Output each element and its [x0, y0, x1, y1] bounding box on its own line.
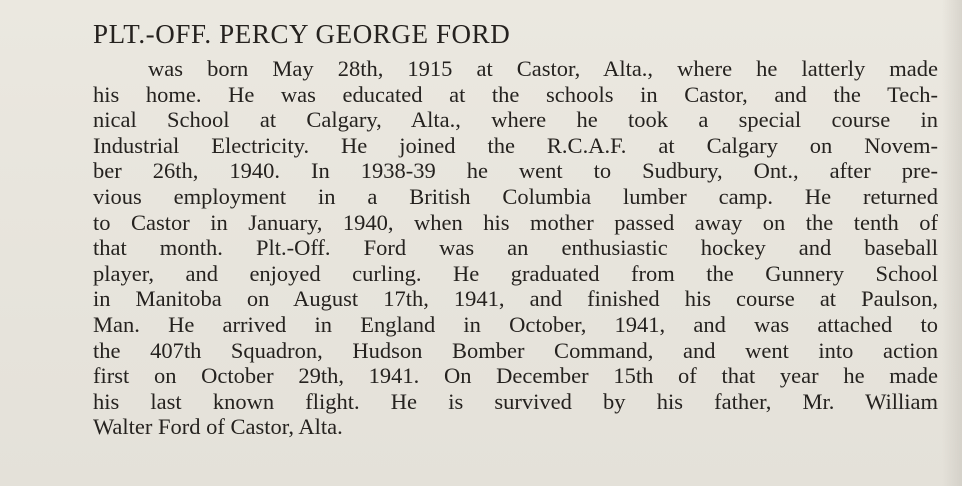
page-edge-shadow	[942, 0, 962, 486]
text-line: Industrial Electricity. He joined the R.C.A.F. at Calgary on Novem-	[93, 132, 938, 158]
text-line: that month. Plt.-Off. Ford was an enthusiastic hockey and baseball	[93, 235, 938, 261]
text-line: the 407th Squadron, Hudson Bomber Command, and went into action	[93, 337, 938, 363]
text-line: player, and enjoyed curling. He graduated from the Gunnery School	[93, 260, 938, 286]
text-line: nical School at Calgary, Alta., where he took a special course in	[93, 107, 938, 133]
biography-paragraph	[93, 56, 938, 440]
text-line: in Manitoba on August 17th, 1941, and finished his course at Paulson,	[93, 286, 938, 312]
text-line: first on October 29th, 1941. On December 15th of that year he made	[93, 363, 938, 389]
text-line: his home. He was educated at the schools in Castor, and the Tech-	[93, 81, 938, 107]
page-title: PLT.-OFF. PERCY GEORGE FORD	[93, 19, 511, 49]
text-line: vious employment in a British Columbia lumber camp. He returned	[93, 183, 938, 209]
text-line: to Castor in January, 1940, when his mother passed away on the tenth of	[93, 209, 938, 235]
text-line: his last known flight. He is survived by his father, Mr. William	[93, 388, 938, 414]
text-line: Man. He arrived in England in October, 1941, and was attached to	[93, 311, 938, 337]
text-line: Walter Ford of Castor, Alta.	[93, 414, 343, 440]
text-line: was born May 28th, 1915 at Castor, Alta., where he latterly made	[148, 56, 938, 81]
text-line: ber 26th, 1940. In 1938-39 he went to Sudbury, Ont., after pre-	[93, 158, 938, 184]
